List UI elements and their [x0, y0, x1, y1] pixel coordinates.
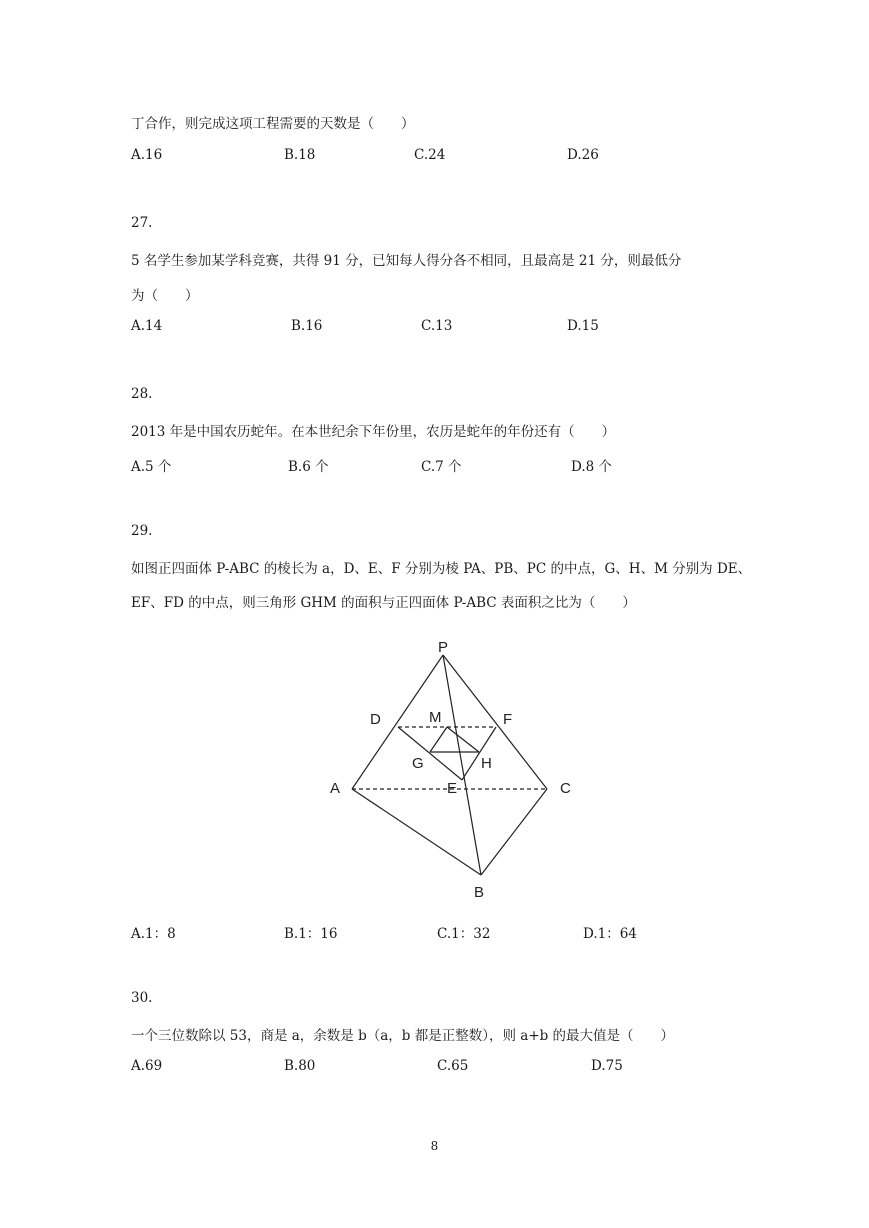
- edge-pb: [443, 655, 481, 875]
- segment-gm: [430, 727, 447, 752]
- segment-hm: [447, 727, 479, 752]
- page-number: 8: [430, 1139, 439, 1153]
- q27-option-b: B.16: [291, 318, 323, 334]
- q29-option-b: B.1：16: [284, 926, 338, 942]
- edge-pc: [443, 655, 547, 789]
- q30-option-c: C.65: [437, 1058, 469, 1074]
- q28-number: 28.: [131, 386, 153, 402]
- label-p: P: [438, 639, 449, 656]
- q30-option-b: B.80: [284, 1058, 316, 1074]
- edge-ab: [352, 789, 481, 875]
- segment-fe: [462, 727, 496, 780]
- q27-stem-line2: 为（ ）: [131, 288, 199, 304]
- label-m: M: [429, 709, 442, 726]
- q27-option-a: A.14: [131, 318, 163, 334]
- q26-option-d: D.26: [567, 147, 599, 163]
- q29-number: 29.: [131, 523, 153, 539]
- q30-number: 30.: [131, 990, 153, 1006]
- tetrahedron-figure: [320, 636, 590, 904]
- label-d: D: [370, 711, 381, 728]
- q29-option-c: C.1：32: [437, 926, 491, 942]
- q26-option-c: C.24: [414, 147, 446, 163]
- label-f: F: [503, 711, 513, 728]
- q30-option-d: D.75: [591, 1058, 623, 1074]
- q28-option-a: A.5 个: [131, 459, 172, 475]
- q26-stem: 丁合作，则完成这项工程需要的天数是（ ）: [131, 116, 415, 132]
- q28-stem: 2013 年是中国农历蛇年。在本世纪余下年份里，农历是蛇年的年份还有（ ）: [131, 424, 616, 440]
- q29-option-a: A.1：8: [131, 926, 176, 942]
- edge-cb: [481, 789, 547, 875]
- label-c: C: [560, 780, 571, 797]
- label-e: E: [447, 780, 458, 797]
- q28-option-b: B.6 个: [288, 459, 329, 475]
- q28-option-d: D.8 个: [571, 459, 613, 475]
- q30-stem: 一个三位数除以 53，商是 a，余数是 b（a，b 都是正整数），则 a+b 的最大值是（ ）: [131, 1028, 675, 1044]
- q29-stem-line1: 如图正四面体 P-ABC 的棱长为 a，D、E、F 分别为棱 PA、PB、PC 的中点，G、H、M 分别为 DE、: [131, 561, 752, 577]
- q27-stem-line1: 5 名学生参加某学科竞赛，共得 91 分，已知每人得分各不相同，且最高是 21 分，则最低分: [131, 253, 682, 269]
- q26-option-b: B.18: [284, 147, 316, 163]
- q28-option-c: C.7 个: [421, 459, 462, 475]
- label-a: A: [330, 780, 341, 797]
- label-b: B: [474, 884, 485, 901]
- q26-option-a: A.16: [131, 147, 163, 163]
- q27-option-d: D.15: [567, 318, 599, 334]
- segment-de: [398, 727, 462, 780]
- q27-number: 27.: [131, 215, 153, 231]
- label-h: H: [481, 755, 492, 772]
- q29-stem-line2: EF、FD 的中点，则三角形 GHM 的面积与正四面体 P-ABC 表面积之比为（ ）: [131, 595, 636, 611]
- q29-option-d: D.1：64: [583, 926, 637, 942]
- label-g: G: [412, 755, 424, 772]
- q27-option-c: C.13: [421, 318, 453, 334]
- q30-option-a: A.69: [131, 1058, 163, 1074]
